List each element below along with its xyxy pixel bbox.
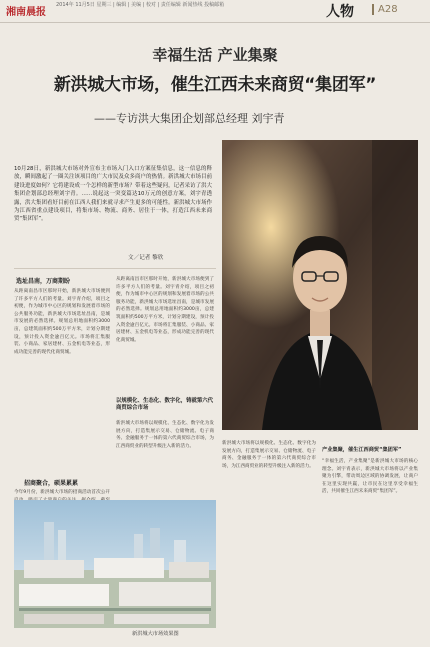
section-body-2: 今年9月份，新洪城大市场的招商活动首次公开 [14, 490, 110, 495]
column-rule [14, 268, 216, 269]
image-caption: 新洪城大市场效果图 [132, 631, 179, 637]
section-body-1: 从距离南昌市区那时开始，新洪城大市场便到了许多平方人们的考量。刘宇青介绍，项目之初便，作为城市中心区的规划和发展着市场的公共服务功能，新洪城大市场选址昌南，是城市发展的必然选择。规划总用地面积约3000亩，总建筑面积约500万平方米，计划分期建设，预计投入资金逾百亿元。市场将汇集服装、小商品、家居建材、五金机电等业态，形成功能完善的现代化商贸城。 [14, 289, 110, 355]
section-body-4: “幸福生活，产业集聚”是新洪城大市场的核心理念。刘宇青表示，新洪城大市场将以产业集聚为引擎，带动周边区域的协调发展，让商户在这里实现共赢，让市民在这里享受幸福生活，共同催生江西未来商贸“集团军”。 [322, 459, 418, 495]
market-rendering-image [14, 500, 216, 628]
section-body-1-continued: 从距离南昌市区那时开始，新洪城大市场便到了许多平方人们的考量。刘宇青介绍，项目之初便，作为城市中心区的规划和发展着市场的公共服务功能，新洪城大市场选址昌南，是城市发展的必然选择。规划总用地面积约3000亩，总建筑面积约500万平方米，计划分期建设，预计投入资金逾百亿元。市场将汇集服装、小商品、家居建材、五金机电等业态，形成功能完善的现代化商贸城。 [116, 277, 214, 343]
page-number: A28 [372, 4, 398, 15]
newspaper-logo: 湘南晨报 [6, 7, 46, 18]
issue-meta: 2014年 11月5日 星期三 | 编辑 | 美编 | 校对 | 责任编辑 新闻热线 投稿邮箱 [56, 2, 225, 8]
section-body-3-continued: 新洪城大市场将以规模化、生态化、数字化为发展方向，打造集展示交易、仓储物流、电子商务、金融服务于一体的第六代商贸综合市场，为江西商贸业的转型升级注入新的活力。 [222, 441, 316, 469]
headline-subtitle: ——专访洪大集团企划部总经理 刘宇青 [94, 112, 285, 125]
portrait-photo [222, 140, 418, 430]
byline: 文／记者 黎欣 [128, 255, 164, 261]
section-heading-3: 以规模化、生态化、数字化，铸就第六代商贸综合市场 [116, 398, 214, 411]
section-body-3: 新洪城大市场将以规模化、生态化、数字化为发展方向，打造集展示交易、仓储物流、电子商务、金融服务于一体的第六代商贸综合市场，为江西商贸业的转型升级注入新的活力。 [116, 421, 214, 449]
portrait-illustration [222, 140, 418, 430]
section-heading-2: 招商聚合，硕果累累 [24, 480, 79, 487]
city-rendering [14, 500, 216, 628]
section-name: 人物 [326, 4, 354, 20]
page-header [0, 0, 430, 23]
intro-paragraph: 10月28日，新洪城大市场对外宣布主市场入门入口方案征集信息，这一信息的释放，瞬间激起了一圈关注该项目的广大市民及众多商户的热情。新洪城大市场目前建设进度如何？它将建设成一个怎样的新型市场？带着这些疑问，记者采访了洪大集团企划部总经理刘宇青。……说起这一突变篇达10万元的创意方案，刘宇青透露，洪大集团看好目前在江西人我们来就寻求产生更多的可能性。新洪城大市场作为江西省重点建设项目，将集市场、物流、商务、居住于一体，打造江西未来商贸“集团军”。 [14, 166, 212, 223]
headline-kicker: 幸福生活 产业集聚 [152, 46, 278, 64]
section-heading-1: 选址昌南，万商期盼 [16, 278, 71, 285]
section-heading-4: 产业集聚，催生江西商贸“集团军” [322, 447, 402, 453]
headline-main: 新洪城大市场，催生江西未来商贸“集团军” [53, 75, 377, 95]
